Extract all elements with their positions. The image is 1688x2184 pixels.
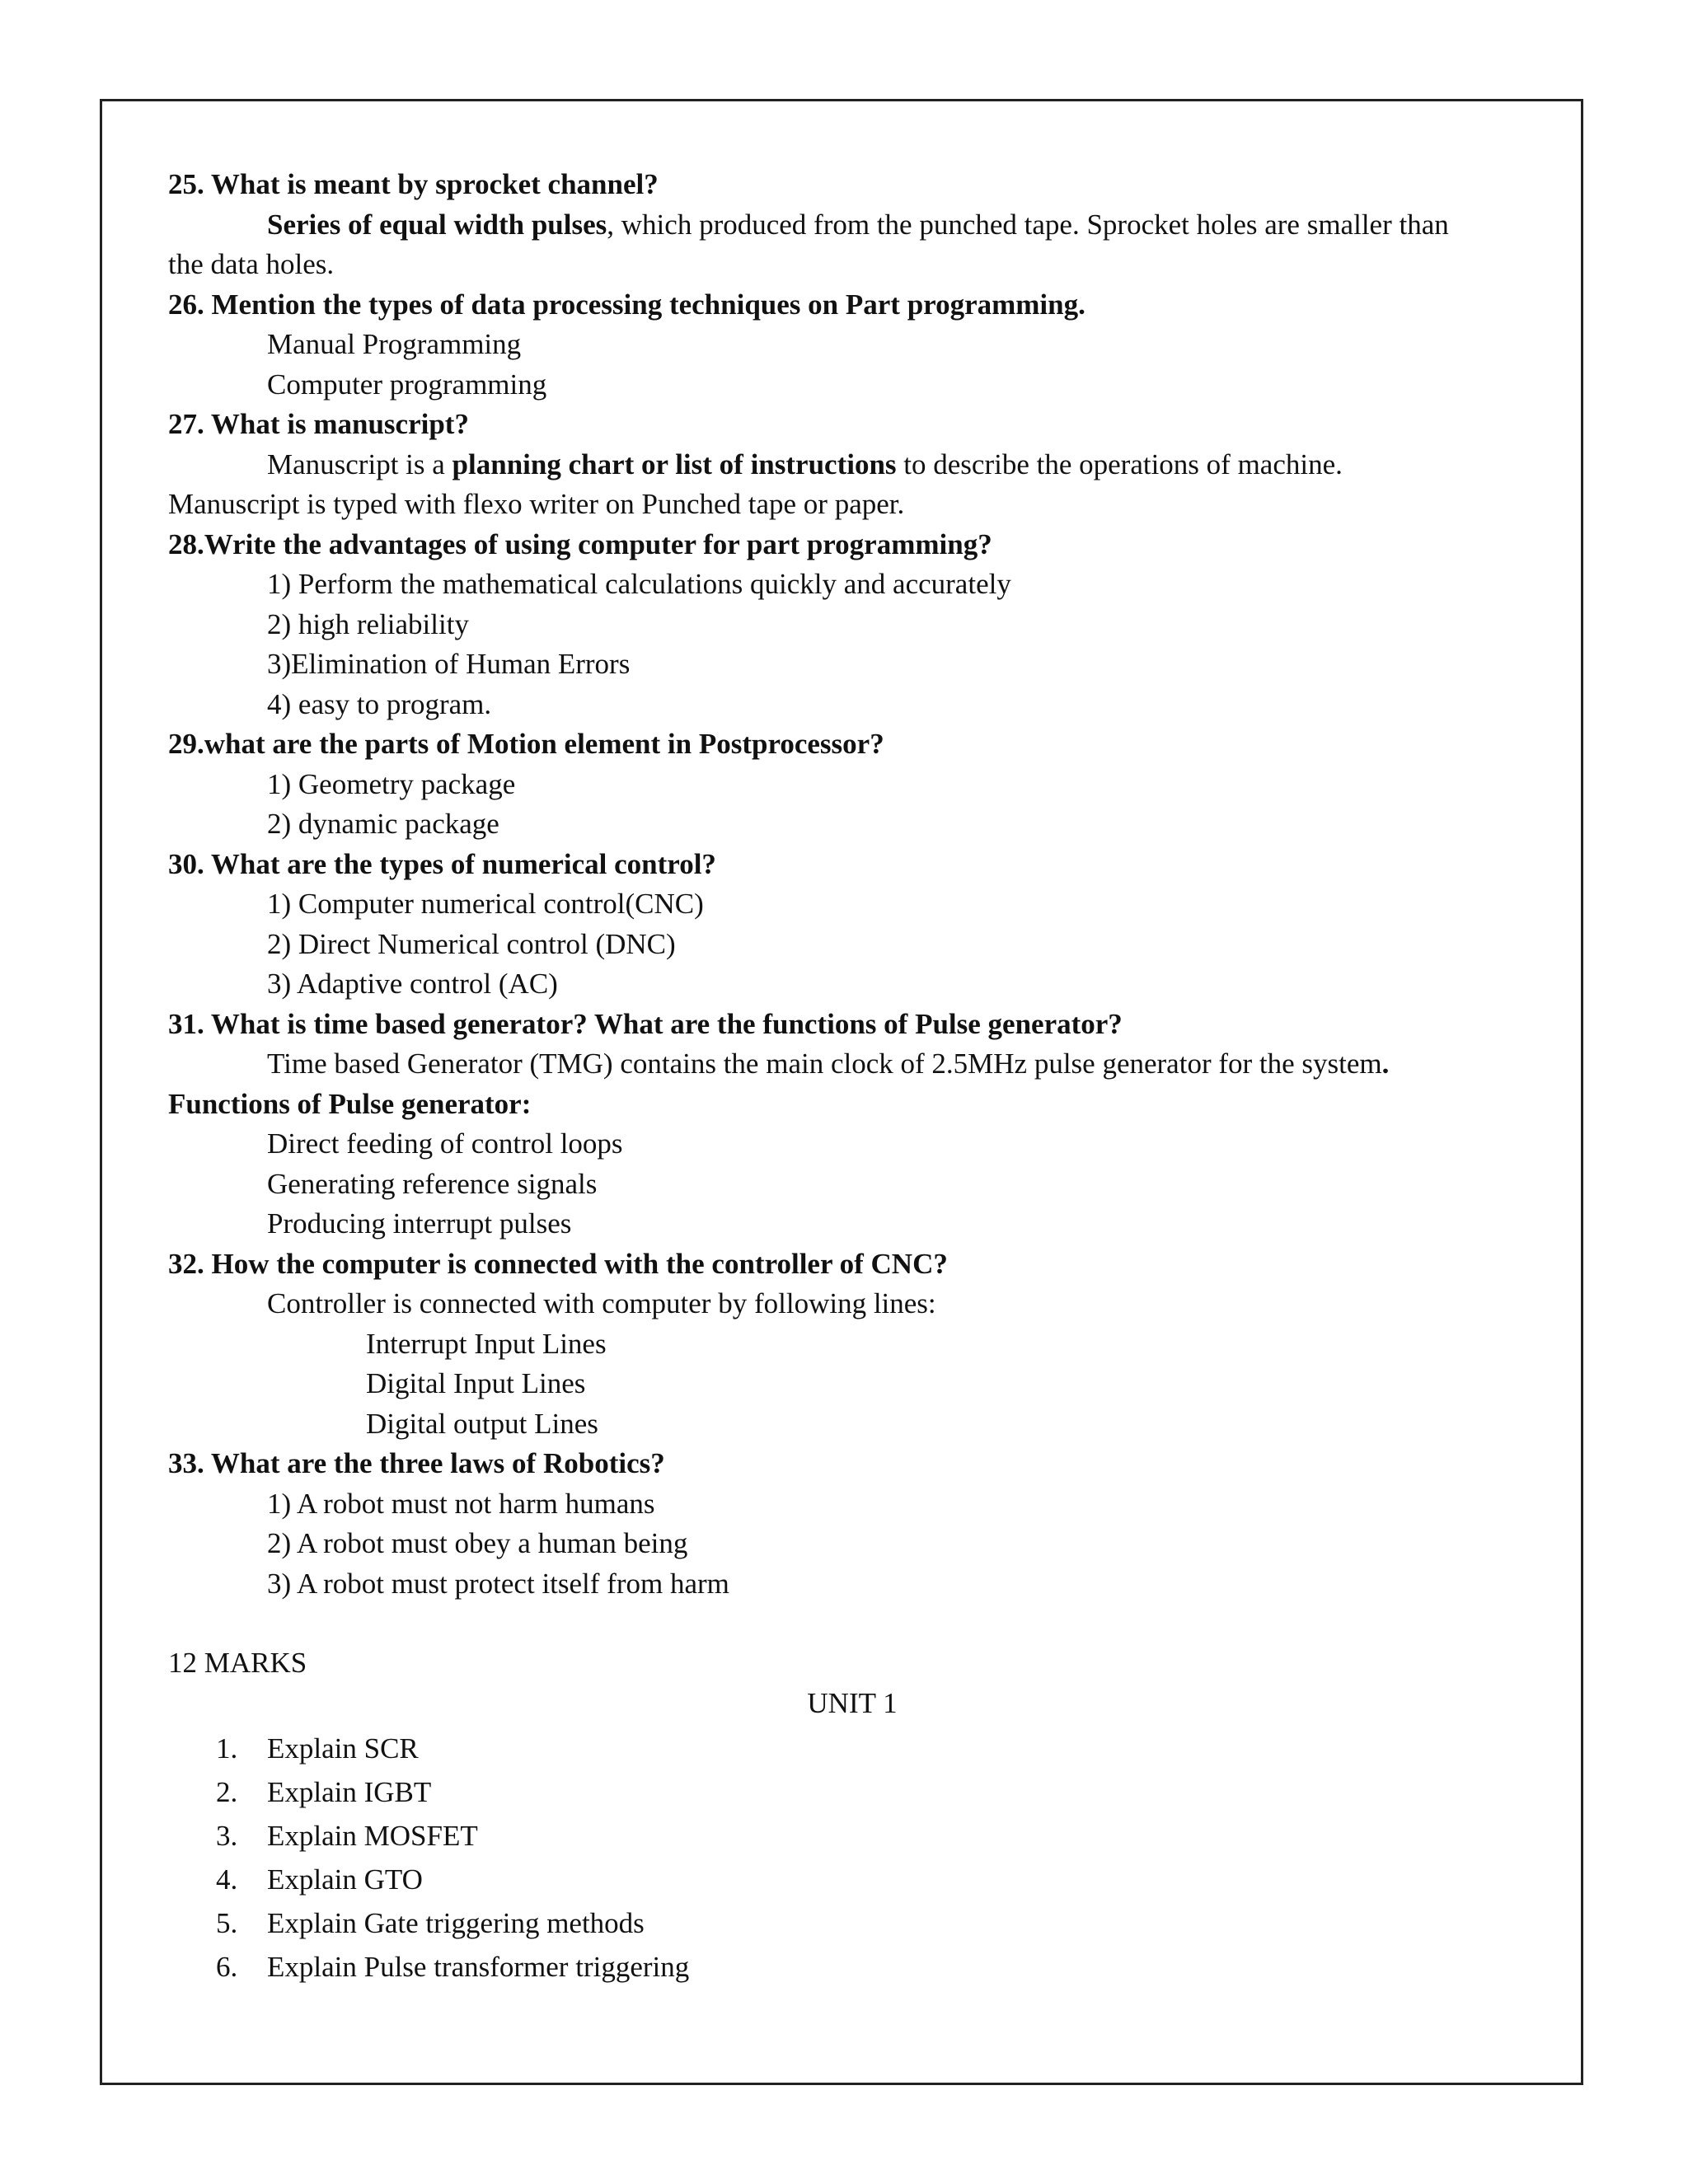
question-26: 26. Mention the types of data processing techniques on Part programming. (168, 288, 1085, 321)
list-item (168, 1727, 1536, 1770)
answer-31-period: . (1381, 1047, 1390, 1080)
question-28: 28.Write the advantages of using computer for part programming? (168, 527, 992, 560)
answer-32-item: Digital Input Lines (366, 1367, 586, 1399)
answer-28-item: 2) high reliability (267, 607, 469, 640)
answer-25-line1 (168, 205, 1536, 246)
question-30: 30. What are the types of numerical control? (168, 847, 716, 880)
answer-31-item: Generating reference signals (267, 1167, 598, 1200)
list-item (168, 1770, 1536, 1814)
answer-29-item: 1) Geometry package (267, 767, 516, 800)
answer-32-item: Interrupt Input Lines (366, 1327, 607, 1360)
document-body (168, 165, 1536, 1989)
answer-31 (168, 1044, 1536, 1085)
answer-33-item: 1) A robot must not harm humans (267, 1487, 655, 1520)
list-item-number: 4. (216, 1863, 238, 1896)
list-item-text: Explain SCR (267, 1732, 419, 1765)
question-29: 29.what are the parts of Motion element in Postprocessor? (168, 728, 884, 760)
question-27: 27. What is manuscript? (168, 408, 469, 440)
list-item-text: Explain GTO (267, 1863, 423, 1896)
section-spacer (168, 1604, 1536, 1643)
list-item-number: 6. (216, 1951, 238, 1983)
answer-33-item: 3) A robot must protect itself from harm (267, 1567, 729, 1600)
unit-question-list (168, 1727, 1536, 1989)
list-item (168, 1858, 1536, 1901)
list-item-text: Explain MOSFET (267, 1820, 478, 1852)
question-25: 25. What is meant by sprocket channel? (168, 168, 659, 200)
list-item-text: Explain IGBT (267, 1776, 432, 1808)
answer-27-bold: planning chart or list of instructions (452, 448, 897, 480)
subheading-pulse-generator: Functions of Pulse generator: (168, 1087, 532, 1120)
question-33: 33. What are the three laws of Robotics? (168, 1447, 665, 1479)
answer-27-line1 (168, 445, 1536, 485)
list-item-text: Explain Pulse transformer triggering (267, 1951, 690, 1983)
answer-29-item: 2) dynamic package (267, 808, 499, 840)
answer-25-bold: Series of equal width pulses (267, 208, 607, 241)
answer-32-item: Digital output Lines (366, 1407, 598, 1440)
answer-32: Controller is connected with computer by following lines: (267, 1287, 936, 1319)
question-31: 31. What is time based generator? What are the functions of Pulse generator? (168, 1007, 1123, 1040)
list-item-number: 5. (216, 1907, 238, 1939)
answer-30-item: 2) Direct Numerical control (DNC) (267, 927, 676, 960)
answer-30-item: 3) Adaptive control (AC) (267, 968, 558, 1000)
answer-31-text: Time based Generator (TMG) contains the main clock of 2.5MHz pulse generator for the system (267, 1047, 1382, 1080)
list-item-text: Explain Gate triggering methods (267, 1907, 645, 1939)
question-32: 32. How the computer is connected with the controller of CNC? (168, 1247, 948, 1280)
answer-28-item: 1) Perform the mathematical calculations quickly and accurately (267, 568, 1011, 600)
list-item-number: 1. (216, 1732, 238, 1765)
list-item-number: 3. (216, 1820, 238, 1852)
answer-33-item: 2) A robot must obey a human being (267, 1527, 688, 1559)
answer-25-line2: the data holes. (168, 248, 335, 280)
answer-27-line2: Manuscript is typed with flexo writer on Punched tape or paper. (168, 488, 905, 520)
answer-27-post: to describe the operations of machine. (896, 448, 1343, 480)
answer-31-item: Direct feeding of control loops (267, 1127, 623, 1160)
answer-26-item: Manual Programming (267, 328, 522, 360)
answer-27-pre: Manuscript is a (267, 448, 452, 480)
answer-30-item: 1) Computer numerical control(CNC) (267, 888, 704, 920)
list-item (168, 1814, 1536, 1858)
answer-28-item: 4) easy to program. (267, 687, 492, 720)
list-item (168, 1901, 1536, 1945)
answer-25-rest: , which produced from the punched tape. Sprocket holes are smaller than (607, 208, 1449, 241)
unit-heading: UNIT 1 (807, 1686, 898, 1719)
list-item (168, 1945, 1536, 1989)
list-item-number: 2. (216, 1776, 238, 1808)
answer-28-item: 3)Elimination of Human Errors (267, 648, 631, 680)
answer-26-item: Computer programming (267, 368, 547, 401)
answer-31-item: Producing interrupt pulses (267, 1207, 572, 1240)
marks-heading: 12 MARKS (168, 1647, 307, 1679)
